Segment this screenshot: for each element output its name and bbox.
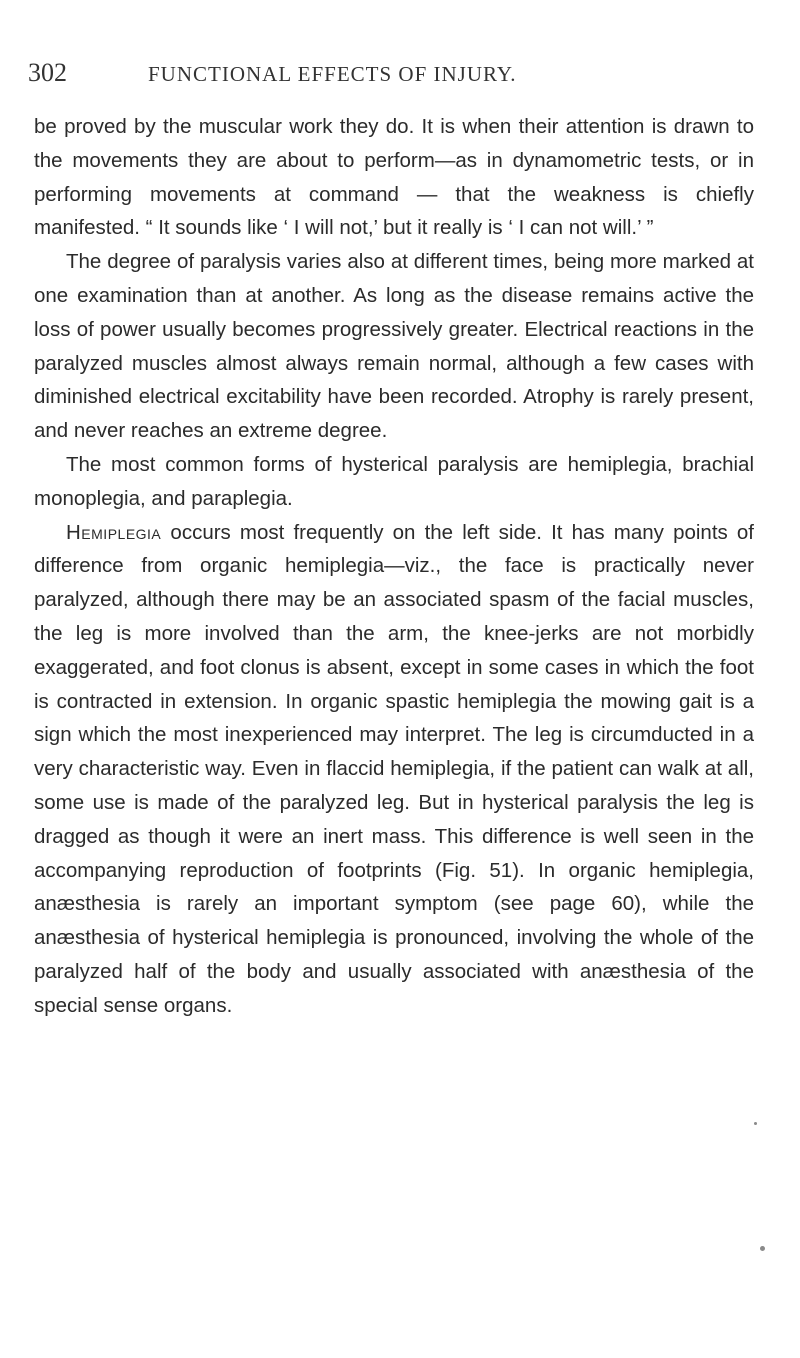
- paragraph-common-forms: The most common forms of hysterical paralysis are hemiplegia, brachial monoplegia, and paraplegia.: [34, 452, 754, 510]
- paragraph-hemiplegia-text: occurs most frequently on the left side. It has many points of difference from organic hemiplegia—viz., the face is practically never paralyzed, although there may be an associated spasm of the facial muscles, the leg is more involved than the arm, the knee-jerks are not morbidly exaggerated, and foot clonus is absent, except in some cases in which the foot is contracted in extension. In organic spastic hemiplegia the mowing gait is a sign which the most inexperienced may interpret. The leg is circumducted in a very characteristic way. Even in flaccid hemiplegia, if the patient can walk at all, some use is made of the paralyzed leg. But in hysterical paralysis the leg is dragged as though it were an inert mass. This difference is well seen in the accompanying reproduction of footprints (Fig. 51). In organic hemiplegia, anæsthesia is rarely an important symptom (see page 60), while the anæsthesia of hysterical hemiplegia is pronounced, involving the whole of the paralyzed half of the body and usually associated with anæsthesia of the special sense organs.: [34, 520, 754, 1017]
- scan-speck: [754, 1122, 757, 1125]
- scan-speck: [760, 1246, 765, 1251]
- section-lead-term: Hemiplegia: [66, 520, 162, 544]
- running-head: FUNCTIONAL EFFECTS OF INJURY.: [148, 62, 517, 86]
- paragraph-hemiplegia: [34, 516, 754, 1023]
- page-header: [0, 58, 800, 98]
- page-number: 302: [28, 58, 67, 87]
- body-text: [34, 110, 754, 1023]
- paragraph-paralysis-degree: The degree of paralysis varies also at different times, being more marked at one examination than at another. As long as the disease remains active the loss of power usually becomes progressively greater. Electrical reactions in the paralyzed muscles almost always remain normal, although a few cases with diminished electrical excitability have been recorded. Atrophy is rarely present, and never reaches an extreme degree.: [34, 250, 754, 443]
- paragraph-continuation: be proved by the muscular work they do. It is when their attention is drawn to the movements they are about to perform—as in dynamometric tests, or in performing movements at command — that the weakness is chiefly manifested. “ It sounds like ‘ I will not,’ but it really is ‘ I can not will.’ ”: [34, 115, 754, 240]
